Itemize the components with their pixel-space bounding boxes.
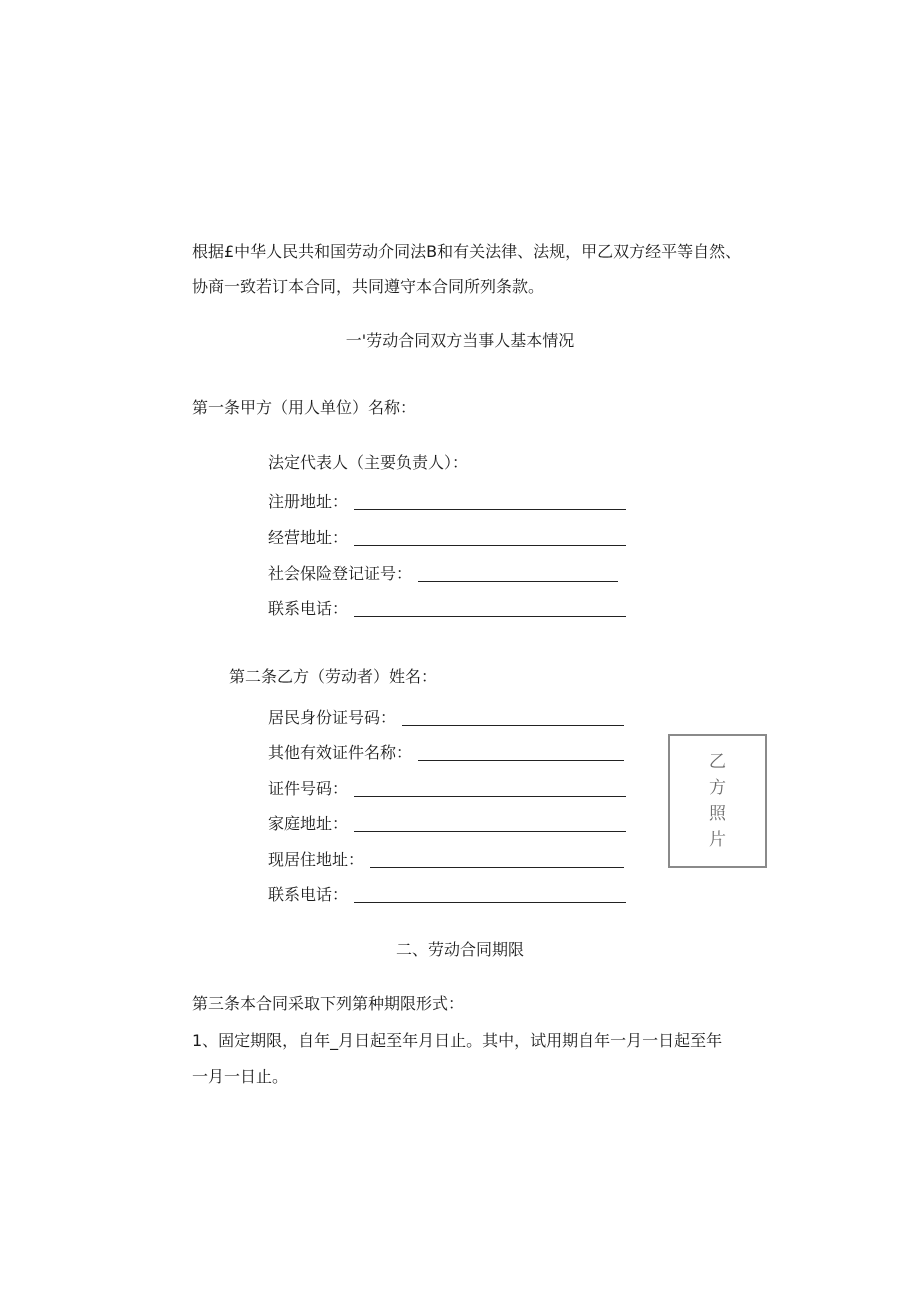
section-2-title: 二、劳动合同期限 — [395, 940, 524, 959]
social-insurance-label: 社会保险登记证号： — [268, 564, 413, 583]
id-number-field — [268, 706, 624, 728]
article-1-heading: 第一条甲方（用人单位）名称： — [192, 398, 417, 417]
certificate-number-blank[interactable] — [354, 795, 626, 797]
photo-char-4: 片 — [709, 830, 726, 850]
employer-phone-blank[interactable] — [354, 615, 626, 617]
id-number-label: 居民身份证号码： — [268, 708, 397, 727]
other-id-name-field — [268, 741, 624, 763]
employee-phone-label: 联系电话： — [268, 885, 349, 904]
id-number-blank[interactable] — [402, 724, 624, 726]
employer-phone-label: 联系电话： — [268, 599, 349, 618]
legal-representative-label: 法定代表人（主要负责人）： — [268, 453, 469, 472]
article-3-heading: 第三条本合同采取下列第种期限形式： — [192, 994, 465, 1013]
current-address-blank[interactable] — [370, 866, 624, 868]
photo-placeholder-box — [668, 734, 767, 868]
intro-line-2: 协商一致若订本合同，共同遵守本合同所列条款。 — [192, 277, 545, 296]
photo-char-3: 照 — [709, 804, 726, 824]
employer-phone-field — [268, 597, 626, 619]
registered-address-label: 注册地址： — [268, 492, 349, 511]
business-address-label: 经营地址： — [268, 528, 349, 547]
current-address-label: 现居住地址： — [268, 850, 365, 869]
certificate-number-label: 证件号码： — [268, 779, 349, 798]
article-2-heading: 第二条乙方（劳动者）姓名： — [229, 667, 438, 686]
intro-line-1: 根据£中华人民共和国劳动介同法B和有关法律、法规，甲乙双方经平等自然、 — [192, 242, 742, 261]
article-3-item-1-line-2: 一月一日止。 — [192, 1067, 289, 1086]
section-1-title: 一'劳动合同双方当事人基本情况 — [345, 331, 575, 350]
other-id-name-blank[interactable] — [418, 759, 624, 761]
registered-address-field — [268, 490, 626, 512]
other-id-name-label: 其他有效证件名称： — [268, 743, 413, 762]
social-insurance-field — [268, 562, 618, 584]
home-address-field — [268, 812, 626, 834]
home-address-label: 家庭地址： — [268, 814, 349, 833]
employee-phone-blank[interactable] — [354, 901, 626, 903]
photo-char-2: 方 — [709, 778, 726, 798]
social-insurance-blank[interactable] — [418, 580, 618, 582]
current-address-field — [268, 848, 624, 870]
business-address-blank[interactable] — [354, 544, 626, 546]
article-3-item-1-line-1: 1、固定期限，自年_月日起至年月日止。其中，试用期自年一月一日起至年 — [192, 1031, 723, 1050]
employee-phone-field — [268, 883, 626, 905]
photo-char-1: 乙 — [709, 752, 726, 772]
certificate-number-field — [268, 777, 626, 799]
business-address-field — [268, 526, 626, 548]
home-address-blank[interactable] — [354, 830, 626, 832]
registered-address-blank[interactable] — [354, 508, 626, 510]
